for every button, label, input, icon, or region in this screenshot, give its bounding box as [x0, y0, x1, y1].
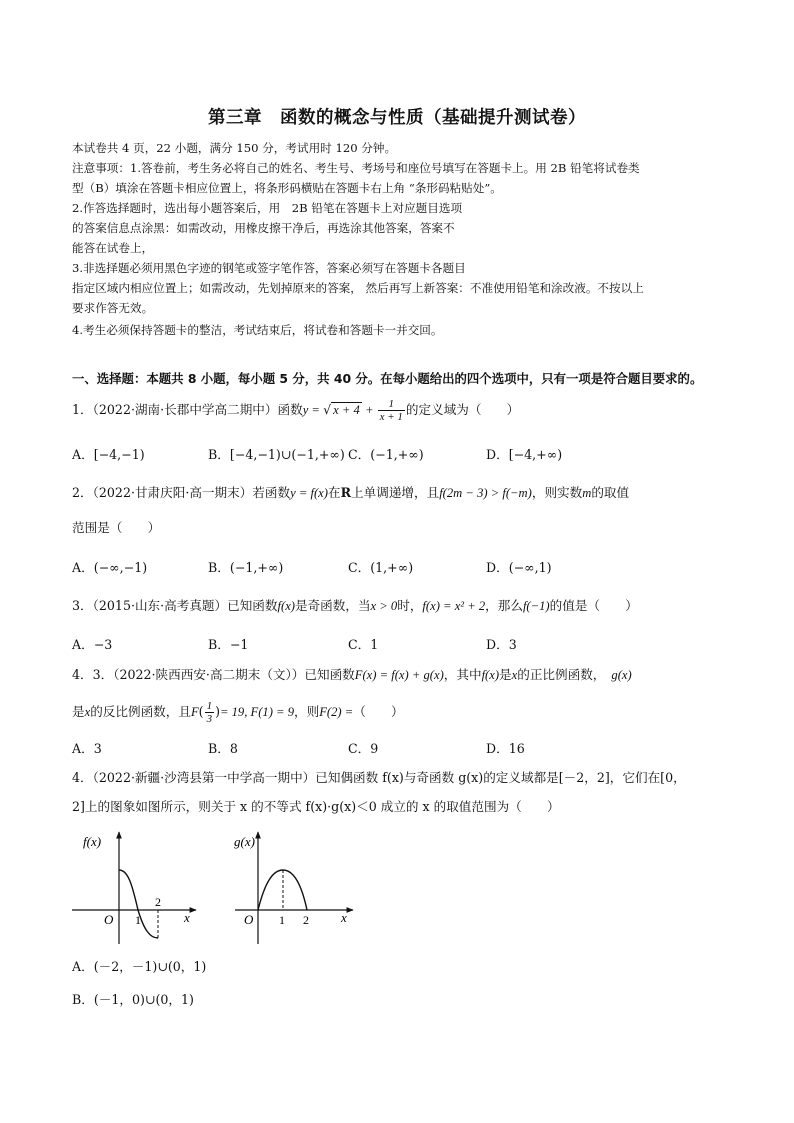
tick-2-label: 2 [155, 895, 161, 909]
q3-option-a[interactable]: A．−3 [72, 637, 113, 652]
graph-g [213, 826, 358, 946]
q1-prefix: 1．（2022·湖南·长郡中学高二期中）函数 [72, 402, 303, 417]
q3-eval: f(−1) [522, 599, 550, 613]
tick-1-label: 1 [135, 913, 141, 927]
notice-line: 指定区域内相应位置上；如需改动，先划掉原来的答案， 然后再写上新答案：不准使用铅笔和涂改液。不按以上 [72, 281, 644, 295]
q3-text: 是奇函数，当 [294, 598, 371, 613]
q3-option-c[interactable]: C．1 [348, 637, 379, 652]
q4b-option-b[interactable]: B．(－1，0)∪(0，1) [72, 992, 194, 1007]
graph-f [66, 826, 201, 946]
notice-line: 的答案信息点涂黑：如需改动，用橡皮擦干净后，再选涂其他答案，答案不 [72, 221, 455, 235]
tick-1-label: 1 [279, 913, 285, 927]
x-axis-label: x [184, 910, 190, 925]
q4a-option-c[interactable]: C．9 [348, 741, 379, 756]
question-1: 1．（2022·湖南·长郡中学高二期中）函数y = √ x + 4 + $\frac{1}{x + 1}$ 的定义域为（ ） [72, 398, 520, 423]
q4a-text: ，则 [294, 704, 320, 719]
question-2-line2: 范围是（ ） [72, 520, 161, 535]
q3-text: 3．（2015·山东·高考真题）已知函数 [72, 598, 278, 613]
question-3 [72, 598, 638, 614]
q1-sqrt: x + 4 [333, 403, 360, 417]
q4a-option-b[interactable]: B．8 [208, 741, 238, 756]
q1-suffix: 的定义域为（ ） [405, 402, 520, 417]
q4b-option-a[interactable]: A．(－2，－1)∪(0，1) [72, 959, 207, 974]
q4a-var: x [511, 668, 518, 682]
q2-func: y = f(x) [290, 486, 328, 500]
question-4b: 4．（2022·新疆·沙湾县第一中学高一期中）已知偶函数 f(x)与奇函数 g(x)的定义域都是[－2，2]，它们在[0， [72, 770, 686, 785]
q3-option-b[interactable]: B．−1 [208, 637, 249, 652]
notice-line: 要求作答无效。 [72, 301, 154, 315]
notice-line: 3.非选择题必须用黑色字迹的钢笔或签字笔作答，答案必须写在答题卡各题目 [72, 261, 466, 275]
q2-option-a[interactable]: A．(−∞,−1) [72, 560, 148, 575]
section-heading: 一、选择题：本题共 8 小题，每小题 5 分，共 40 分。在每小题给出的四个选项中，只有一项是符合题目要求的。 [72, 371, 703, 386]
notice-line: 本试卷共 4 页，22 小题，满分 150 分，考试用时 120 分钟。 [72, 141, 397, 155]
q2-text: 在 [327, 485, 341, 500]
q4a-text: 的正比例函数， [517, 667, 606, 682]
q4a-text: 的反比例函数，且 [90, 704, 191, 719]
q2-real-set: R [340, 485, 352, 500]
q1-plus: + [361, 403, 377, 417]
notice-line: 4.考生必须保持答题卡的整洁，考试结束后，将试卷和答题卡一并交回。 [72, 323, 443, 337]
g-label: g(x) [234, 834, 255, 849]
q1-fraction [378, 398, 405, 423]
q4a-option-a[interactable]: A．3 [72, 741, 102, 756]
q3-text: 的值是（ ） [549, 598, 638, 613]
x-axis-label: x [341, 910, 347, 925]
q4a-text: （ ） [353, 704, 404, 719]
q3-formula: f(x) = x² + 2 [422, 599, 486, 613]
f-curve [119, 870, 158, 938]
q4a-fraction [205, 700, 215, 725]
q1-func: y = [302, 403, 324, 417]
q4a-values: = 19, F(1) = 9 [219, 705, 294, 719]
q2-text: ，则实数 [531, 485, 583, 500]
q3-option-d[interactable]: D．3 [486, 637, 517, 652]
q4a-var: x [84, 705, 91, 719]
q3-cond: x > 0 [370, 599, 398, 613]
question-4a-line2: 是x的反比例函数，且F( $\frac{1}{3}$ )= 19, F(1) = 9，则F(2) =（ ） [72, 700, 404, 725]
q1-option-a[interactable]: A．[−4,−1) [72, 447, 145, 462]
q4a-frac-num: 1 [206, 700, 213, 712]
q1-frac-den: x + 1 [379, 411, 403, 423]
q2-ineq: f(2m − 3) > f(−m) [439, 486, 532, 500]
q4a-text: 是 [72, 704, 85, 719]
q4a-option-d[interactable]: D．16 [486, 741, 525, 756]
page-title: 第三章 函数的概念与性质（基础提升测试卷） [208, 108, 586, 128]
q4a-F: F [190, 705, 199, 719]
q2-text: 上单调递增，且 [351, 485, 440, 500]
tick-2-label: 2 [303, 913, 309, 927]
q2-option-c[interactable]: C．(1,+∞) [348, 560, 414, 575]
origin-label: O [104, 912, 114, 927]
q4a-f: f(x) [481, 668, 500, 682]
q2-option-b[interactable]: B．(−1,+∞) [208, 560, 284, 575]
q4a-text: 是 [499, 667, 512, 682]
f-label: f(x) [83, 834, 102, 849]
q2-var: m [582, 486, 592, 500]
question-4b-line2: 2]上的图象如图所示，则关于 x 的不等式 f(x)·g(x)＜0 成立的 x 的取值范围为（ ） [72, 799, 560, 814]
question-2 [72, 485, 629, 501]
q1-option-d[interactable]: D．[−4,+∞) [486, 447, 563, 462]
q4a-text: 4．3．（2022·陕西西安·高二期末（文））已知函数 [72, 667, 355, 682]
q2-option-d[interactable]: D．(−∞,1) [486, 560, 552, 575]
q4a-ask: F(2) = [319, 705, 354, 719]
origin-label: O [244, 912, 254, 927]
notice-line: 2.作答选择题时，选出每小题答案后，用 2B 铅笔在答题卡上对应题目选项 [72, 201, 463, 215]
q4a-g: g(x) [611, 668, 632, 682]
q4a-frac-den: 3 [206, 713, 213, 725]
q1-option-b[interactable]: B．[−4,−1)∪(−1,+∞) [208, 447, 345, 462]
q3-func: f(x) [277, 599, 295, 613]
question-4a [72, 667, 632, 683]
notice-line: 能答在试卷上， [72, 241, 154, 255]
q1-option-c[interactable]: C．(−1,+∞) [348, 447, 424, 462]
q3-text: 时， [397, 598, 423, 613]
q4a-func: F(x) = f(x) + g(x) [354, 668, 444, 682]
notice-line: 注意事项：1.答卷前，考生务必将自己的姓名、考生号、考场号和座位号填写在答题卡上。用 2B 铅笔将试卷类 [72, 161, 640, 175]
q2-text: 的取值 [591, 485, 630, 500]
q2-text: 2．（2022·甘肃庆阳·高一期末）若函数 [72, 485, 291, 500]
q4a-text: ，其中 [443, 667, 482, 682]
q3-text: ，那么 [485, 598, 523, 613]
q1-frac-num: 1 [378, 398, 405, 411]
notice-line: 型（B）填涂在答题卡相应位置上，将条形码横贴在答题卡右上角 “条形码粘贴处”。 [72, 181, 502, 195]
